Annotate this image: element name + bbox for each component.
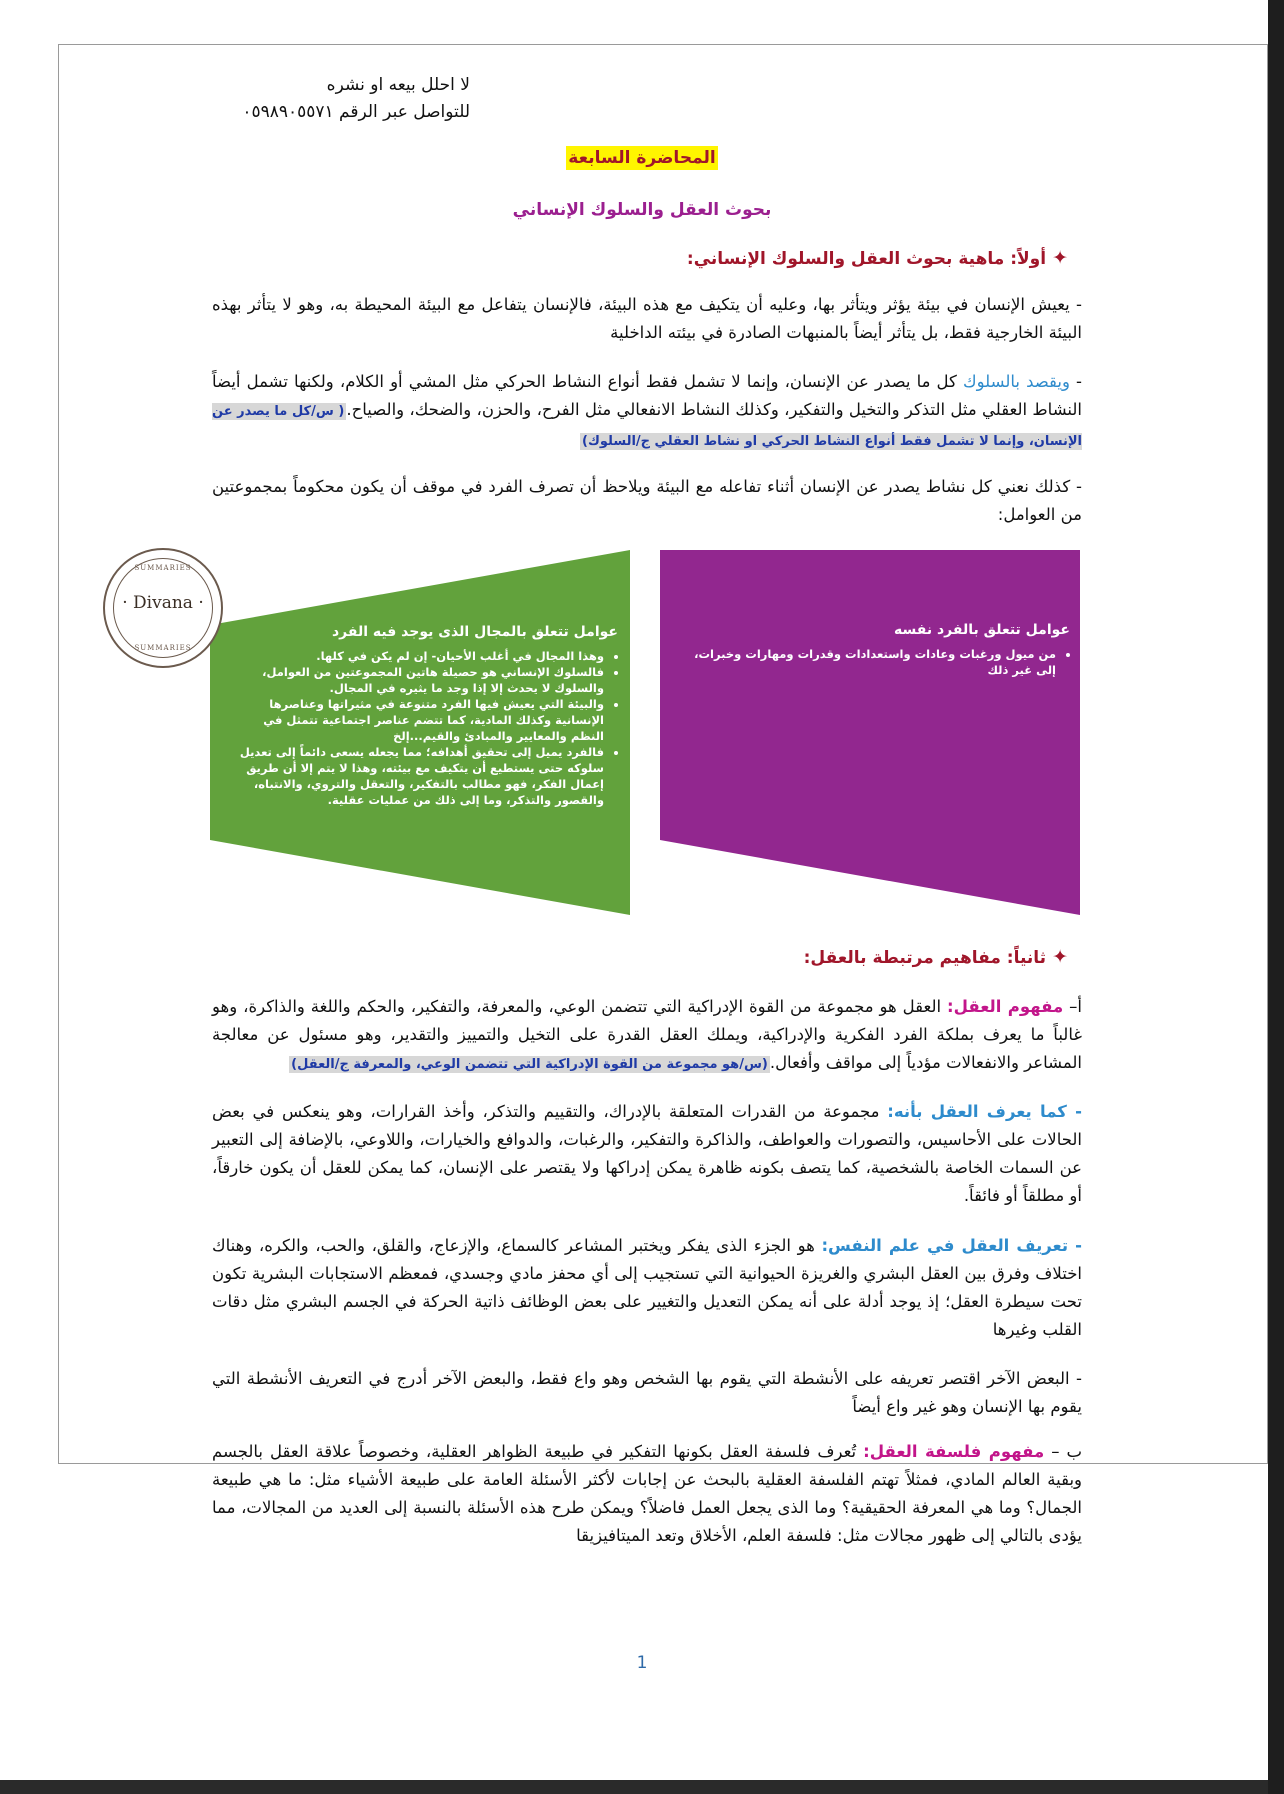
purple-factor-list (680, 646, 1070, 678)
copyright-notice (190, 72, 470, 126)
philosophy-text: تُعرف فلسفة العقل بكونها التفكير في طبيعة الظواهر العقلية، وخصوصاً علاقة العقل بالجسم وبقية العالم المادي، فمثلاً تهتم الفلسفة العقلية بالبحث عن إجابات لأكثر الأسئلة العامة على طبيعة الأشياء مثل: ما هي طبيعة الجمال؟ وما هي المعرفة الحقيقية؟ وما الذى يجعل العمل فاضلاً؟ ويمكن طرح هذه الأسئلة بالنسبة إلى العديد من المجالات، مما يؤدى بالتالي إلى ظهور مجالات مثل: فلسفة العلم، الأخلاق وتعد الميتافيزيقا (212, 1442, 1082, 1545)
section-1-heading-text: أولاً: ماهية بحوث العقل والسلوك الإنساني: (686, 249, 1047, 269)
green-factor-item: • والبيئة التي يعيش فيها الفرد متنوعة في مثيراتها وعناصرها الإنسانية وكذلك المادية، كما تتضم عناصر اجتماعية تتمثل في النظم والمعايير والمبادئ والقيم...إلخ (228, 696, 604, 744)
green-factor-heading: عوامل تتعلق بالمجال الذى يوجد فيه الفرد (332, 624, 618, 640)
document-subtitle: بحوث العقل والسلوك الإنساني (512, 200, 772, 220)
section-2-heading (804, 946, 1068, 968)
paragraph-philosophy-of-mind (212, 1438, 1082, 1550)
seal-bottom-text: SUMMARIES (134, 644, 192, 652)
purple-factor-heading: عوامل تتعلق بالفرد نفسه (894, 622, 1070, 638)
green-factor-box (228, 624, 618, 808)
seal-name: · Divana · (122, 593, 204, 613)
mind-concept-term: مفهوم العقل: (947, 997, 1064, 1016)
notice-line-1: لا احلل بيعه او نشره (326, 75, 470, 95)
behavior-term: ويقصد بالسلوك (963, 372, 1070, 391)
paragraph-mind-concept (212, 993, 1082, 1079)
mind-concept-qa-highlight: (س/هو مجموعة من القوة الإدراكية التي تتضمن الوعي، والمعرفة ج/العقل) (291, 1057, 768, 1072)
lecture-title (0, 148, 1284, 168)
mind-concept-prefix: أ– (1063, 997, 1082, 1016)
paragraph-mind-psychology (212, 1232, 1082, 1344)
purple-factor-item: • من ميول ورغبات وعادات واستعدادات وقدرات ومهارات وخبرات، إلى غير ذلك (680, 646, 1056, 678)
star-icon: ✦ (1052, 946, 1068, 968)
section-1-heading (687, 247, 1068, 269)
mind-psychology-term: - تعريف العقل في علم النفس: (821, 1236, 1082, 1255)
mind-concept-text: العقل هو مجموعة من القوة الإدراكية التي تتضمن الوعي، والمعرفة، والتفكير، والحكم واللغة والذاكرة، وهو غالباً ما يعرف بملكة الفرد الفكرية والإدراكية، ويملك العقل القدرة على التخيل والتمييز والتقدير، وهو مسئول عن معالجة المشاعر والانفعالات مؤدياً إلى مواقف وأفعال. (212, 997, 1082, 1072)
philosophy-prefix: ب – (1044, 1442, 1082, 1461)
paragraph-conscious-activities: - البعض الآخر اقتصر تعريفه على الأنشطة التي يقوم بها الشخص وهو واع فقط، والبعض الآخر أدرج في التعريف الأنشطة التي يقوم بها الإنسان وهو غير واع أيضاً (212, 1369, 1082, 1416)
star-icon: ✦ (1052, 247, 1068, 269)
green-factor-item: • فالفرد يميل إلى تحقيق أهدافه؛ مما يجعله يسعى دائماً إلى تعديل سلوكه حتى يستطيع أن يتكيف مع بيئته، وهذا لا يتم إلا أن طريق إعمال الفكر، فهو مطالب بالتفكير، والتعقل والتروي، والانتباه، والقصور والتذكر، وما إلى ذلك من عمليات عقلية. (228, 744, 604, 808)
mind-psychology-text: هو الجزء الذى يفكر ويختبر المشاعر كالسماع، والإزعاج، والقلق، والحب، والكره، وهناك اختلاف وفرق بين العقل البشري والغريزة الحيوانية التي تستجيب إلى أي محفز مادي وجسدي، فمعظم الاستجابات البشرية تكون تحت سيطرة العقل؛ إذ يوجد أدلة على أنه يمكن التعديل والتغيير على بعض الوظائف ذاتية الحركة في الجسم البشري مثل دقات القلب وغيرها (212, 1236, 1082, 1339)
purple-factor-shape (660, 550, 1080, 915)
window-edge (1268, 0, 1284, 1794)
behavior-text: كل ما يصدر عن الإنسان، وإنما لا تشمل فقط أنواع النشاط الحركي مثل المشي أو الكلام، ولكنها تشمل أيضاً النشاط العقلي مثل التذكر والتخيل والتفكير، وكذلك النشاط الانفعالي مثل الفرح، والحزن، والضحك، والصياح. (212, 372, 1083, 419)
page-number: 1 (636, 1653, 648, 1673)
mind-definition-text: مجموعة من القدرات المتعلقة بالإدراك، والتقييم والتذكر، وأخذ القرارات، وهو ينعكس في بعض الحالات على الأحاسيس، والتصورات والعواطف، والذاكرة والتفكير، والرغبات، والدوافع والخيارات، واللاوعي، بالإضافة إلى التعبير عن السمات الخاصة بالشخصية، كما يتصف بكونه ظاهرة يمكن إدراكها ولا يقتصر على الإنسان، كما يمكن للعقل أن يكون خارقاً، أو مطلقاً أو فائقاً. (212, 1102, 1082, 1205)
purple-factor-box (680, 622, 1070, 678)
divana-seal-logo (103, 548, 223, 668)
paragraph-environment: - يعيش الإنسان في بيئة يؤثر ويتأثر بها، وعليه أن يتكيف مع هذه البيئة، فالإنسان يتفاعل مع البيئة المحيطة به، وهو لا يتأثر بهذه البيئة الخارجية فقط، بل يتأثر أيضاً بالمنبهات الصادرة في بيئته الداخلية (212, 295, 1082, 342)
lecture-title-text: المحاضرة السابعة (568, 148, 716, 168)
paragraph-mind-definition (212, 1098, 1082, 1210)
seal-top-text: SUMMARIES (134, 564, 192, 572)
mind-definition-term: - كما يعرف العقل بأنه: (887, 1102, 1083, 1121)
paragraph-behavior-definition (212, 368, 1082, 456)
behavior-dash: - (1069, 372, 1083, 391)
notice-line-2: للتواصل عبر الرقم ٠٥٩٨٩٠٥٥٧١ (242, 102, 470, 122)
paragraph-factors-intro: - كذلك نعني كل نشاط يصدر عن الإنسان أثناء تفاعله مع البيئة ويلاحظ أن تصرف الفرد في موقف أن يكون محكوماً بمجموعتين من العوامل: (212, 477, 1082, 524)
behavior-qa-highlight: ( س/كل ما يصدر عن الإنسان، وإنما لا تشمل فقط أنواع النشاط الحركي او نشاط العقلي ج/السلوك) (212, 404, 1082, 449)
green-factor-list (228, 648, 618, 808)
green-factor-item: • وهذا المجال في أغلب الأحيان- إن لم يكن في كلها. (228, 648, 604, 664)
section-2-heading-text: ثانياً: مفاهيم مرتبطة بالعقل: (803, 948, 1047, 968)
philosophy-term: مفهوم فلسفة العقل: (863, 1442, 1045, 1461)
green-factor-item: • فالسلوك الإنساني هو حصيلة هاتين المجموعتين من العوامل، والسلوك لا يحدث إلا إذا وجد ما يثيره في المجال. (228, 664, 604, 696)
